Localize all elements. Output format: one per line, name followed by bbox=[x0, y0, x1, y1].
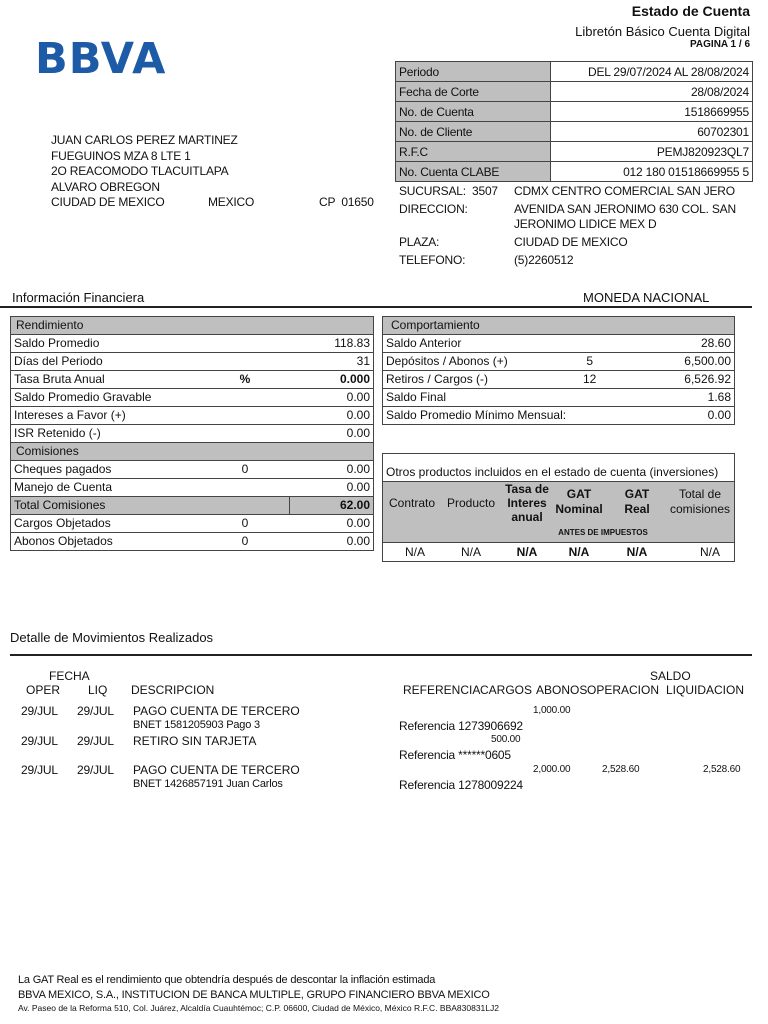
account-label: R.F.C bbox=[396, 142, 551, 162]
movement-reference: Referencia 1278009224 bbox=[399, 778, 523, 792]
row-label: Depósitos / Abonos (+) bbox=[383, 353, 568, 371]
row-label: Saldo Promedio bbox=[11, 335, 201, 353]
movement-abono: 2,000.00 bbox=[533, 764, 571, 775]
percent-symbol: % bbox=[200, 371, 290, 389]
movement-abono: 1,000.00 bbox=[533, 705, 571, 716]
comisiones-header: Comisiones bbox=[11, 443, 374, 461]
client-city: CIUDAD DE MEXICO bbox=[51, 195, 165, 209]
row-label: Saldo Final bbox=[383, 389, 568, 407]
otros-value: N/A bbox=[460, 545, 481, 559]
row-value: 0.000 bbox=[290, 371, 374, 389]
movement-description: RETIRO SIN TARJETA bbox=[133, 734, 257, 748]
account-value: 012 180 01518669955 5 bbox=[551, 162, 753, 182]
row-label: Abonos Objetados bbox=[11, 533, 201, 551]
col-cargos: CARGOS bbox=[480, 683, 533, 697]
account-label: No. de Cliente bbox=[396, 122, 551, 142]
movement-cargo: 500.00 bbox=[491, 734, 521, 745]
gat-note: La GAT Real es el rendimiento que obtendría después de descontar la inflación estimada bbox=[18, 974, 436, 986]
row-value: 0.00 bbox=[612, 407, 734, 425]
plaza-value: CIUDAD DE MEXICO bbox=[514, 235, 628, 249]
total-comisiones-label: Total Comisiones bbox=[11, 497, 290, 515]
client-postal-code: CP 01650 bbox=[319, 195, 374, 209]
otros-header-comisiones: Total de comisiones bbox=[669, 487, 731, 516]
movement-oper-date: 29/JUL bbox=[21, 734, 58, 748]
sucursal-label: SUCURSAL: bbox=[399, 184, 466, 198]
row-value: 0.00 bbox=[290, 389, 374, 407]
otros-header-contrato: Contrato bbox=[388, 496, 436, 510]
row-label: ISR Retenido (-) bbox=[11, 425, 201, 443]
direccion-label: DIRECCION: bbox=[399, 202, 468, 216]
movements-section-title: Detalle de Movimientos Realizados bbox=[10, 630, 214, 645]
table-row bbox=[11, 335, 374, 353]
section-divider bbox=[0, 306, 752, 308]
table-row bbox=[11, 353, 374, 371]
movement-detail: BNET 1581205903 Pago 3 bbox=[133, 719, 260, 731]
client-address-line: FUEGUINOS MZA 8 LTE 1 bbox=[51, 148, 191, 163]
account-value: PEMJ820923QL7 bbox=[551, 142, 753, 162]
table-row: Cheques pagados 0 0.00 bbox=[11, 461, 374, 479]
row-value: 0.00 bbox=[290, 515, 374, 533]
section-divider bbox=[10, 654, 752, 656]
bbva-logo: BBVA bbox=[35, 34, 167, 84]
account-value: 60702301 bbox=[551, 122, 753, 142]
row-label: Saldo Promedio Mínimo Mensual: bbox=[383, 407, 613, 425]
client-address bbox=[51, 133, 374, 211]
account-value: DEL 29/07/2024 AL 28/08/2024 bbox=[551, 62, 753, 82]
account-info-table bbox=[395, 61, 753, 182]
account-row bbox=[396, 102, 753, 122]
account-label: No. de Cuenta bbox=[396, 102, 551, 122]
otros-value: N/A bbox=[699, 545, 720, 559]
movement-liq-date: 29/JUL bbox=[77, 734, 114, 748]
rendimiento-table bbox=[10, 316, 374, 551]
movement-oper-date: 29/JUL bbox=[21, 704, 58, 718]
comportamiento-table bbox=[382, 316, 735, 425]
otros-header-gat-nominal: GAT Nominal bbox=[555, 487, 603, 516]
otros-header-tasa: Tasa de Interes anual bbox=[505, 482, 549, 524]
direccion-line: AVENIDA SAN JERONIMO 630 COL. SAN bbox=[514, 202, 736, 216]
sucursal-number: 3507 bbox=[472, 184, 498, 198]
sucursal-name: CDMX CENTRO COMERCIAL SAN JERO bbox=[514, 184, 735, 198]
total-comisiones-value: 62.00 bbox=[290, 497, 374, 515]
table-row bbox=[383, 335, 735, 353]
table-row bbox=[11, 479, 374, 497]
row-label: Días del Periodo bbox=[11, 353, 201, 371]
otros-value: N/A bbox=[568, 545, 590, 559]
movement-liq-date: 29/JUL bbox=[77, 763, 114, 777]
col-saldo: SALDO bbox=[650, 669, 691, 683]
row-value: 0.00 bbox=[290, 461, 374, 479]
account-label: Fecha de Corte bbox=[396, 82, 551, 102]
row-value: 0.00 bbox=[290, 533, 374, 551]
otros-header-producto: Producto bbox=[446, 496, 496, 510]
movement-liq-date: 29/JUL bbox=[77, 704, 114, 718]
account-row bbox=[396, 142, 753, 162]
movement-oper-date: 29/JUL bbox=[21, 763, 58, 777]
col-abonos: ABONOS bbox=[536, 683, 588, 697]
col-oper: OPER bbox=[26, 683, 61, 697]
table-row bbox=[11, 497, 374, 515]
financial-section-title: Información Financiera bbox=[12, 290, 145, 305]
table-row bbox=[11, 389, 374, 407]
bank-address: Av. Paseo de la Reforma 510, Col. Juárez, Alcaldía Cuauhtémoc; C.P. 06600, Ciudad de México, México R.F.C. BBA830831LJ2 bbox=[18, 1003, 499, 1013]
table-row bbox=[383, 407, 735, 425]
table-row bbox=[11, 407, 374, 425]
document-title: Estado de Cuenta bbox=[631, 3, 750, 19]
telefono-value: (5)2260512 bbox=[514, 253, 574, 267]
antes-impuestos-label: ANTES DE IMPUESTOS bbox=[558, 528, 648, 537]
table-row: Depósitos / Abonos (+) 5 6,500.00 bbox=[383, 353, 735, 371]
movement-saldo-operacion: 2,528.60 bbox=[602, 764, 640, 775]
movement-description: PAGO CUENTA DE TERCERO bbox=[133, 763, 300, 777]
rendimiento-header: Rendimiento bbox=[11, 317, 374, 335]
page-number: PAGINA 1 / 6 bbox=[689, 39, 750, 50]
row-value: 6,526.92 bbox=[612, 371, 734, 389]
col-liq: LIQ bbox=[88, 683, 108, 697]
account-label: No. Cuenta CLABE bbox=[396, 162, 551, 182]
currency-label: MONEDA NACIONAL bbox=[583, 290, 710, 305]
otros-value: N/A bbox=[516, 545, 538, 559]
account-row bbox=[396, 82, 753, 102]
row-label: Cargos Objetados bbox=[11, 515, 201, 533]
account-row bbox=[396, 162, 753, 182]
table-row bbox=[383, 389, 735, 407]
row-value: 0.00 bbox=[290, 479, 374, 497]
row-label: Retiros / Cargos (-) bbox=[383, 371, 568, 389]
plaza-label: PLAZA: bbox=[399, 235, 440, 249]
otros-productos-title: Otros productos incluidos en el estado de cuenta (inversiones) bbox=[386, 465, 719, 479]
row-label: Cheques pagados bbox=[11, 461, 201, 479]
row-value: 118.83 bbox=[290, 335, 374, 353]
account-label: Periodo bbox=[396, 62, 551, 82]
branch-info bbox=[399, 184, 759, 274]
document-subtitle: Libretón Básico Cuenta Digital bbox=[575, 24, 750, 39]
movement-reference: Referencia ******0605 bbox=[399, 748, 511, 762]
row-label: Saldo Anterior bbox=[383, 335, 568, 353]
col-fecha: FECHA bbox=[49, 669, 90, 683]
col-referencia: REFERENCIA bbox=[403, 683, 481, 697]
client-address-line: ALVARO OBREGON bbox=[51, 179, 160, 194]
telefono-label: TELEFONO: bbox=[399, 253, 466, 267]
row-value: 0.00 bbox=[290, 407, 374, 425]
account-row bbox=[396, 62, 753, 82]
table-row bbox=[11, 425, 374, 443]
table-row bbox=[11, 371, 374, 389]
row-value: 0.00 bbox=[290, 425, 374, 443]
table-row: Cargos Objetados 0 0.00 bbox=[11, 515, 374, 533]
movement-saldo-liquidacion: 2,528.60 bbox=[703, 764, 741, 775]
col-descripcion: DESCRIPCION bbox=[131, 683, 215, 697]
client-name: JUAN CARLOS PEREZ MARTINEZ bbox=[51, 133, 238, 147]
movement-detail: BNET 1426857191 Juan Carlos bbox=[133, 778, 283, 790]
client-country: MEXICO bbox=[208, 195, 255, 209]
col-liquidacion: LIQUIDACION bbox=[666, 683, 745, 697]
row-label: Tasa Bruta Anual bbox=[11, 371, 201, 389]
table-row: Abonos Objetados 0 0.00 bbox=[11, 533, 374, 551]
table-row: Retiros / Cargos (-) 12 6,526.92 bbox=[383, 371, 735, 389]
row-value: 31 bbox=[290, 353, 374, 371]
comportamiento-header: Comportamiento bbox=[383, 317, 735, 335]
row-label: Saldo Promedio Gravable bbox=[11, 389, 201, 407]
account-row bbox=[396, 122, 753, 142]
account-value: 28/08/2024 bbox=[551, 82, 753, 102]
bank-legal-name: BBVA MEXICO, S.A., INSTITUCION DE BANCA MULTIPLE, GRUPO FINANCIERO BBVA MEXICO bbox=[18, 989, 490, 1001]
col-operacion: OPERACION bbox=[587, 683, 660, 697]
row-value: 1.68 bbox=[612, 389, 734, 407]
movement-description: PAGO CUENTA DE TERCERO bbox=[133, 704, 300, 718]
row-value: 6,500.00 bbox=[612, 353, 734, 371]
direccion-line: JERONIMO LIDICE MEX D bbox=[514, 217, 657, 231]
otros-value: N/A bbox=[404, 545, 425, 559]
otros-header-gat-real: GAT Real bbox=[624, 487, 650, 516]
row-label: Manejo de Cuenta bbox=[11, 479, 201, 497]
client-address-line: 2O REACOMODO TLACUITLAPA bbox=[51, 164, 229, 178]
movement-reference: Referencia 1273906692 bbox=[399, 719, 523, 733]
row-label: Intereses a Favor (+) bbox=[11, 407, 201, 425]
otros-values-row bbox=[383, 545, 734, 561]
otros-productos-box bbox=[382, 453, 735, 562]
otros-value: N/A bbox=[626, 545, 648, 559]
account-value: 1518669955 bbox=[551, 102, 753, 122]
row-value: 28.60 bbox=[612, 335, 734, 353]
